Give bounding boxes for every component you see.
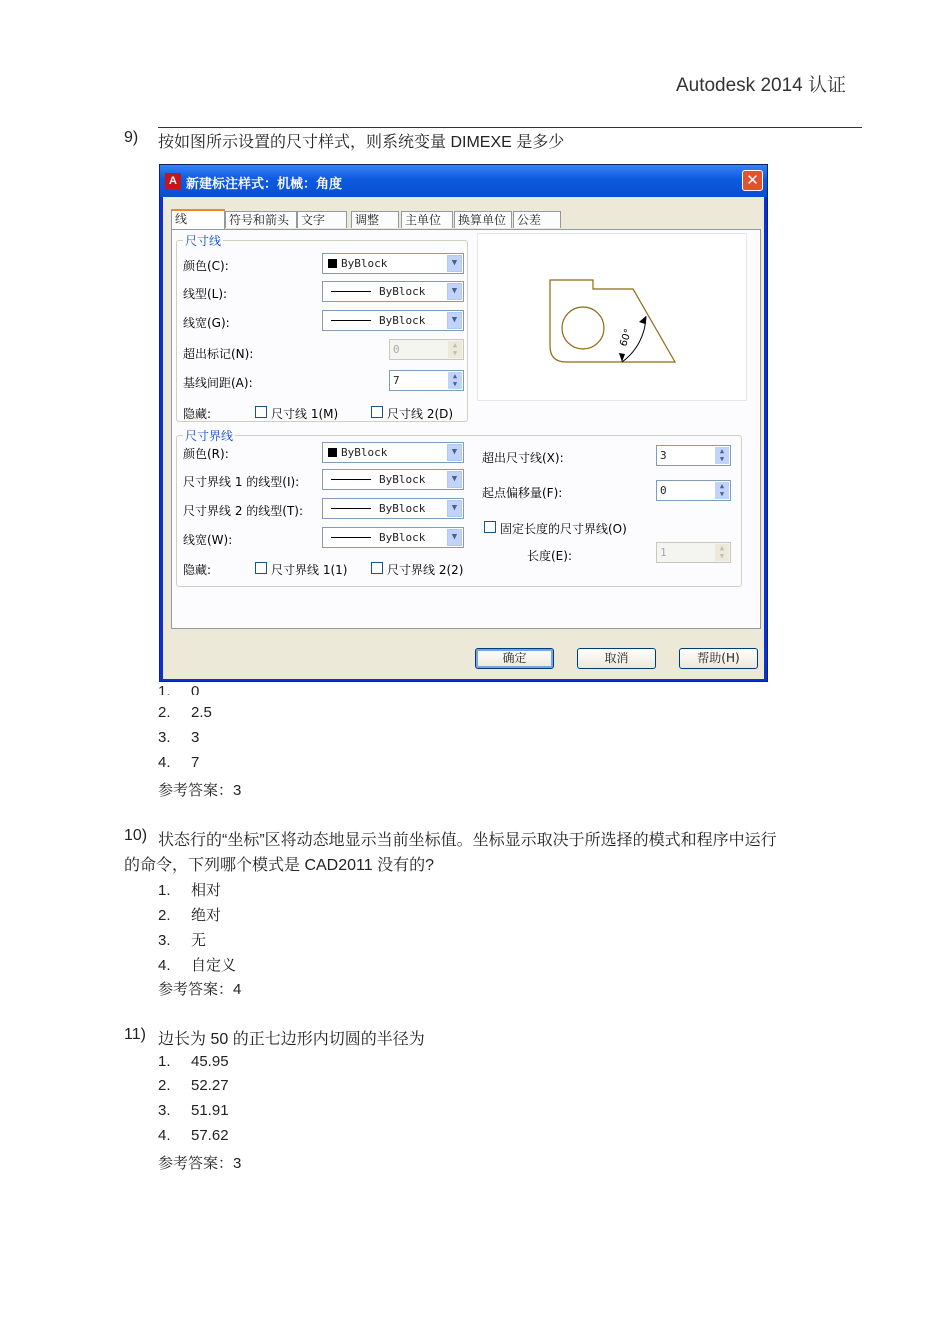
option-number: 2. — [158, 1077, 171, 1094]
q11-option-1 — [158, 1053, 229, 1070]
option-text: 52.27 — [191, 1077, 229, 1094]
spin-length[interactable] — [656, 542, 731, 563]
label-length: 长度(E): — [527, 549, 572, 563]
color-swatch — [328, 448, 337, 457]
preview-drawing — [478, 234, 746, 400]
checkbox-suppress-dimline-2[interactable] — [371, 406, 383, 418]
dimension-style-dialog — [159, 164, 768, 682]
q9-option-2 — [158, 704, 212, 721]
group-title: 尺寸界线 — [185, 429, 234, 443]
q11-text: 边长为 50 的正七边形内切圆的半径为 — [158, 1031, 425, 1048]
q11-option-4 — [158, 1127, 229, 1144]
spin-value: 3 — [660, 449, 667, 462]
tab-panel-lines — [171, 229, 761, 629]
spinner-arrows-icon[interactable]: ▲ ▼ — [715, 482, 729, 499]
q9-option-3 — [158, 729, 199, 746]
chevron-down-icon[interactable]: ▼ — [447, 471, 462, 488]
combo-dimline-color[interactable] — [322, 253, 464, 274]
label-ext-1: 尺寸界线 1(1) — [271, 563, 348, 577]
label-fixed-length: 固定长度的尺寸界线(O) — [500, 522, 627, 536]
option-number: 1. — [158, 683, 171, 695]
label-dimline-2: 尺寸线 2(D) — [387, 407, 454, 421]
preview-area — [477, 233, 747, 401]
q11-option-3 — [158, 1102, 229, 1119]
option-text: 45.95 — [191, 1053, 229, 1070]
spin-extend-beyond-dimlines[interactable] — [656, 445, 731, 466]
dialog-titlebar — [160, 165, 767, 197]
chevron-down-icon[interactable]: ▼ — [447, 500, 462, 517]
q10-option-4 — [158, 954, 236, 975]
ok-button[interactable]: 确定 — [475, 648, 554, 669]
label-offset-from-origin: 起点偏移量(F): — [482, 486, 563, 500]
combo-ext-lineweight[interactable] — [322, 527, 464, 548]
autocad-logo-icon: A — [165, 173, 181, 189]
label-ext-2: 尺寸界线 2(2) — [387, 563, 464, 577]
spin-value: 0 — [660, 484, 667, 497]
spin-value: 1 — [660, 546, 667, 559]
option-number: 1. — [158, 1053, 171, 1070]
tab-fit[interactable]: 调整 — [351, 211, 399, 228]
label-color: 颜色(C): — [183, 259, 229, 273]
combo-ext2-linetype[interactable] — [322, 498, 464, 519]
spinner-arrows-icon[interactable]: ▲ ▼ — [448, 372, 462, 389]
q9-number: 9) — [124, 129, 139, 146]
q10-option-1 — [158, 879, 221, 900]
header-rule — [158, 127, 862, 128]
label-dimline-1: 尺寸线 1(M) — [271, 407, 339, 421]
combo-value: ByBlock — [379, 314, 426, 327]
page-header-text: Autodesk 2014 认证 — [675, 75, 846, 96]
q10-answer: 参考答案：4 — [158, 981, 242, 998]
tab-lines[interactable]: 线 — [171, 209, 225, 230]
line-sample — [331, 537, 371, 538]
group-dimension-lines — [176, 234, 468, 422]
cancel-button[interactable]: 取消 — [577, 648, 656, 669]
q10-text-line1: 状态行的“坐标”区将动态地显示当前坐标值。坐标显示取决于所选择的模式和程序中运行 — [158, 832, 777, 849]
option-text: 7 — [191, 754, 200, 771]
tab-primary-units[interactable]: 主单位 — [401, 211, 453, 228]
group-title: 尺寸线 — [185, 234, 222, 248]
option-number: 4. — [158, 1127, 171, 1144]
combo-ext1-linetype[interactable] — [322, 469, 464, 490]
label-extend-beyond-ticks: 超出标记(N): — [183, 347, 254, 361]
q10-text-line2: 的命令，下列哪个模式是 CAD2011 没有的? — [124, 857, 434, 874]
spin-baseline-spacing[interactable] — [389, 370, 464, 391]
label-ext-lineweight: 线宽(W): — [183, 533, 233, 547]
label-suppress: 隐藏: — [183, 407, 212, 421]
line-sample — [331, 508, 371, 509]
spinner-arrows-icon[interactable]: ▲ ▼ — [715, 544, 729, 561]
help-button[interactable]: 帮助(H) — [679, 648, 758, 669]
option-number: 3. — [158, 932, 171, 949]
preview-angle-label: 60° — [618, 327, 635, 349]
option-text: 51.91 — [191, 1102, 229, 1119]
spin-extend-beyond-ticks[interactable] — [389, 339, 464, 360]
label-ext-color: 颜色(R): — [183, 447, 229, 461]
label-linetype: 线型(L): — [183, 287, 228, 301]
option-text: 无 — [191, 932, 207, 949]
tab-text[interactable]: 文字 — [297, 211, 347, 228]
spinner-arrows-icon[interactable]: ▲ ▼ — [715, 447, 729, 464]
chevron-down-icon[interactable]: ▼ — [447, 444, 462, 461]
q11-option-2 — [158, 1077, 229, 1094]
close-button[interactable]: ✕ — [742, 170, 763, 191]
label-ext-suppress: 隐藏: — [183, 563, 212, 577]
checkbox-suppress-ext-1[interactable] — [255, 562, 267, 574]
line-sample — [331, 291, 371, 292]
chevron-down-icon[interactable]: ▼ — [447, 312, 462, 329]
option-number: 2. — [158, 704, 171, 721]
combo-value: ByBlock — [341, 257, 388, 270]
option-number: 1. — [158, 882, 171, 899]
checkbox-suppress-dimline-1[interactable] — [255, 406, 267, 418]
tab-alternate-units[interactable]: 换算单位 — [454, 211, 512, 228]
option-number: 4. — [158, 957, 171, 974]
combo-value: ByBlock — [379, 473, 426, 486]
option-text: 相对 — [191, 882, 222, 899]
tab-symbols-arrows[interactable]: 符号和箭头 — [225, 211, 297, 228]
combo-value: ByBlock — [379, 285, 426, 298]
spinner-arrows-icon[interactable]: ▲ ▼ — [448, 341, 462, 358]
line-sample — [331, 320, 371, 321]
option-text: 3 — [191, 729, 200, 746]
label-ext1-linetype: 尺寸界线 1 的线型(I): — [183, 475, 300, 489]
option-text: 2.5 — [191, 704, 212, 721]
line-sample — [331, 479, 371, 480]
spin-value: 0 — [393, 343, 400, 356]
q9-answer: 参考答案：3 — [158, 782, 242, 799]
q9-option-1 — [158, 683, 199, 695]
combo-extline-color[interactable] — [322, 442, 464, 463]
spin-value: 7 — [393, 374, 400, 387]
tab-tolerances[interactable]: 公差 — [513, 211, 561, 228]
dialog-title: 新建标注样式：机械：角度 — [186, 177, 343, 192]
label-lineweight: 线宽(G): — [183, 316, 230, 330]
option-text: 自定义 — [191, 957, 237, 974]
color-swatch — [328, 259, 337, 268]
option-text: 绝对 — [191, 907, 222, 924]
label-baseline-spacing: 基线间距(A): — [183, 376, 253, 390]
chevron-down-icon[interactable]: ▼ — [447, 529, 462, 546]
q9-option-4 — [158, 754, 199, 771]
q9-text: 按如图所示设置的尺寸样式，则系统变量 DIMEXE 是多少 — [158, 134, 565, 151]
combo-value: ByBlock — [341, 446, 388, 459]
q10-option-3 — [158, 929, 206, 950]
spin-offset-from-origin[interactable] — [656, 480, 731, 501]
chevron-down-icon[interactable]: ▼ — [447, 283, 462, 300]
combo-dimline-lineweight[interactable] — [322, 310, 464, 331]
q11-number: 11) — [124, 1026, 146, 1043]
checkbox-suppress-ext-2[interactable] — [371, 562, 383, 574]
label-extend-beyond-dimlines: 超出尺寸线(X): — [482, 451, 564, 465]
option-number: 3. — [158, 1102, 171, 1119]
q11-answer: 参考答案：3 — [158, 1155, 242, 1172]
option-number: 4. — [158, 754, 171, 771]
option-number: 3. — [158, 729, 171, 746]
label-ext2-linetype: 尺寸界线 2 的线型(T): — [183, 504, 304, 518]
chevron-down-icon[interactable]: ▼ — [447, 255, 462, 272]
group-extension-lines — [176, 429, 742, 587]
combo-dimline-linetype[interactable] — [322, 281, 464, 302]
option-text: 57.62 — [191, 1127, 229, 1144]
dialog-body — [163, 197, 764, 679]
q10-number: 10) — [124, 827, 148, 844]
combo-value: ByBlock — [379, 531, 426, 544]
option-text: 0 — [191, 683, 200, 695]
combo-value: ByBlock — [379, 502, 426, 515]
checkbox-fixed-length[interactable] — [484, 521, 496, 533]
q10-option-2 — [158, 904, 221, 925]
option-number: 2. — [158, 907, 171, 924]
